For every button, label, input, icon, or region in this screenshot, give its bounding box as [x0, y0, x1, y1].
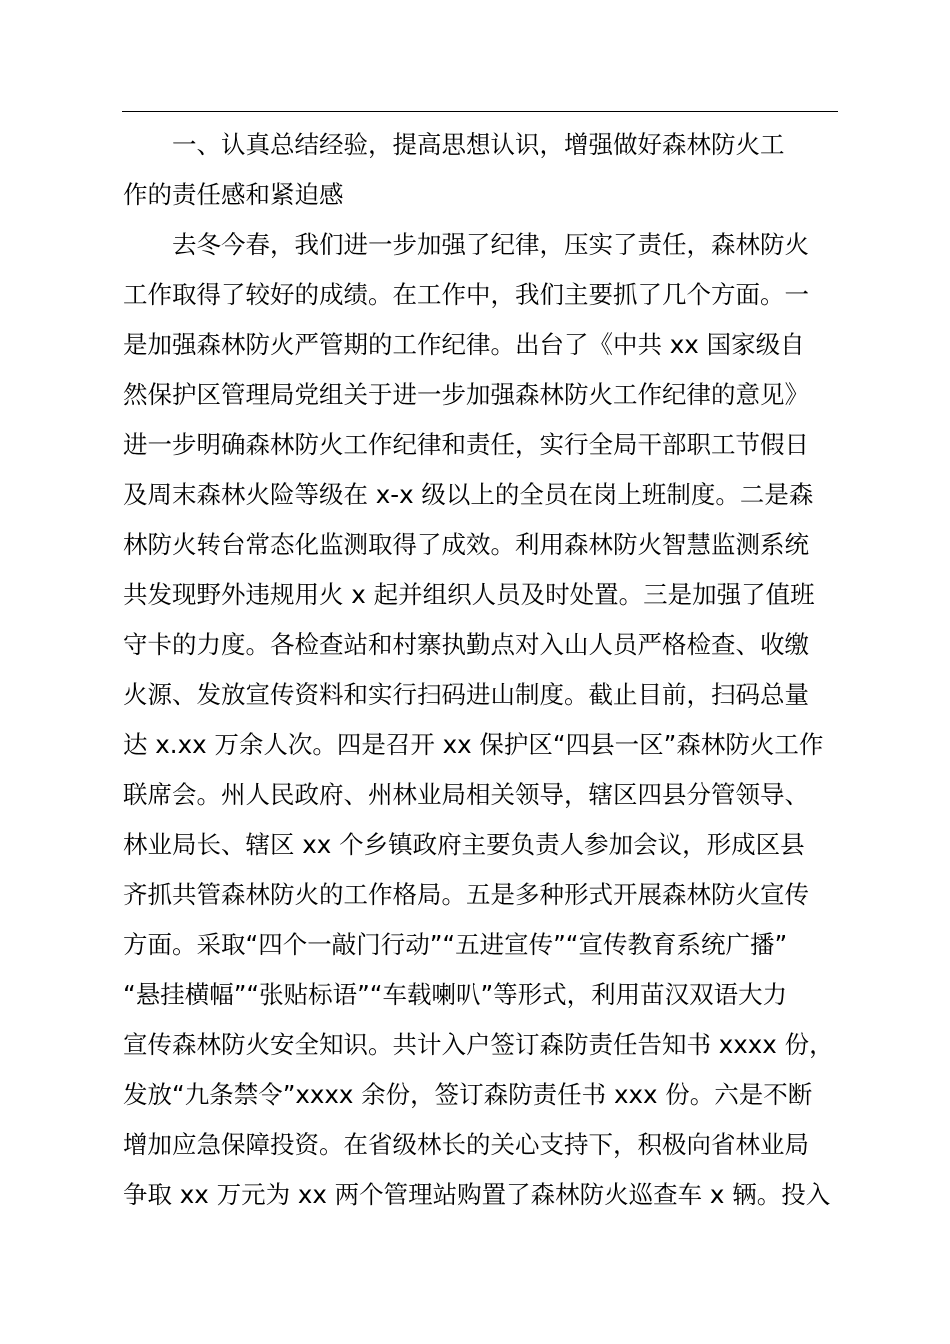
body-line: 联席会。州人民政府、州林业局相关领导，辖区四县分管领导、 [123, 780, 809, 809]
header-rule [122, 111, 838, 112]
body-line: 争取 xx 万元为 xx 两个管理站购置了森林防火巡查车 x 辆。投入 [123, 1180, 831, 1209]
body-line: 火源、发放宣传资料和实行扫码进山制度。截止目前，扫码总量 [123, 680, 809, 709]
body-line: “悬挂横幅”“张贴标语”“车载喇叭”等形式，利用苗汉双语大力 [123, 980, 788, 1009]
section-heading-line-2: 作的责任感和紧迫感 [123, 180, 344, 209]
body-line: 工作取得了较好的成绩。在工作中，我们主要抓了几个方面。一 [123, 280, 809, 309]
body-line: 宣传森林防火安全知识。共计入户签订森防责任告知书 xxxx 份， [123, 1030, 834, 1059]
body-line: 增加应急保障投资。在省级林长的关心支持下，积极向省林业局 [123, 1130, 809, 1159]
body-line: 发放“九条禁令”xxxx 余份，签订森防责任书 xxx 份。六是不断 [123, 1080, 813, 1109]
body-line: 林业局长、辖区 xx 个乡镇政府主要负责人参加会议，形成区县 [123, 830, 805, 859]
body-line: 齐抓共管森林防火的工作格局。五是多种形式开展森林防火宣传 [123, 880, 809, 909]
body-line: 及周末森林火险等级在 x-x 级以上的全员在岗上班制度。二是森 [123, 480, 814, 509]
body-line: 是加强森林防火严管期的工作纪律。出台了《中共 xx 国家级自 [123, 330, 805, 359]
body-line: 达 x.xx 万余人次。四是召开 xx 保护区“四县一区”森林防火工作 [123, 730, 824, 759]
body-line: 方面。采取“四个一敲门行动”“五进宣传”“宣传教育系统广播” [123, 930, 788, 959]
body-line: 守卡的力度。各检查站和村寨执勤点对入山人员严格检查、收缴 [123, 630, 809, 659]
body-line: 然保护区管理局党组关于进一步加强森林防火工作纪律的意见》 [123, 380, 809, 409]
body-line: 共发现野外违规用火 x 起并组织人员及时处置。三是加强了值班 [123, 580, 815, 609]
section-heading-line-1: 一、认真总结经验，提高思想认识，增强做好森林防火工 [123, 130, 785, 159]
body-line: 林防火转台常态化监测取得了成效。利用森林防火智慧监测系统 [123, 530, 809, 559]
body-line: 进一步明确森林防火工作纪律和责任，实行全局干部职工节假日 [123, 430, 809, 459]
body-line: 去冬今春，我们进一步加强了纪律，压实了责任，森林防火 [123, 230, 809, 259]
